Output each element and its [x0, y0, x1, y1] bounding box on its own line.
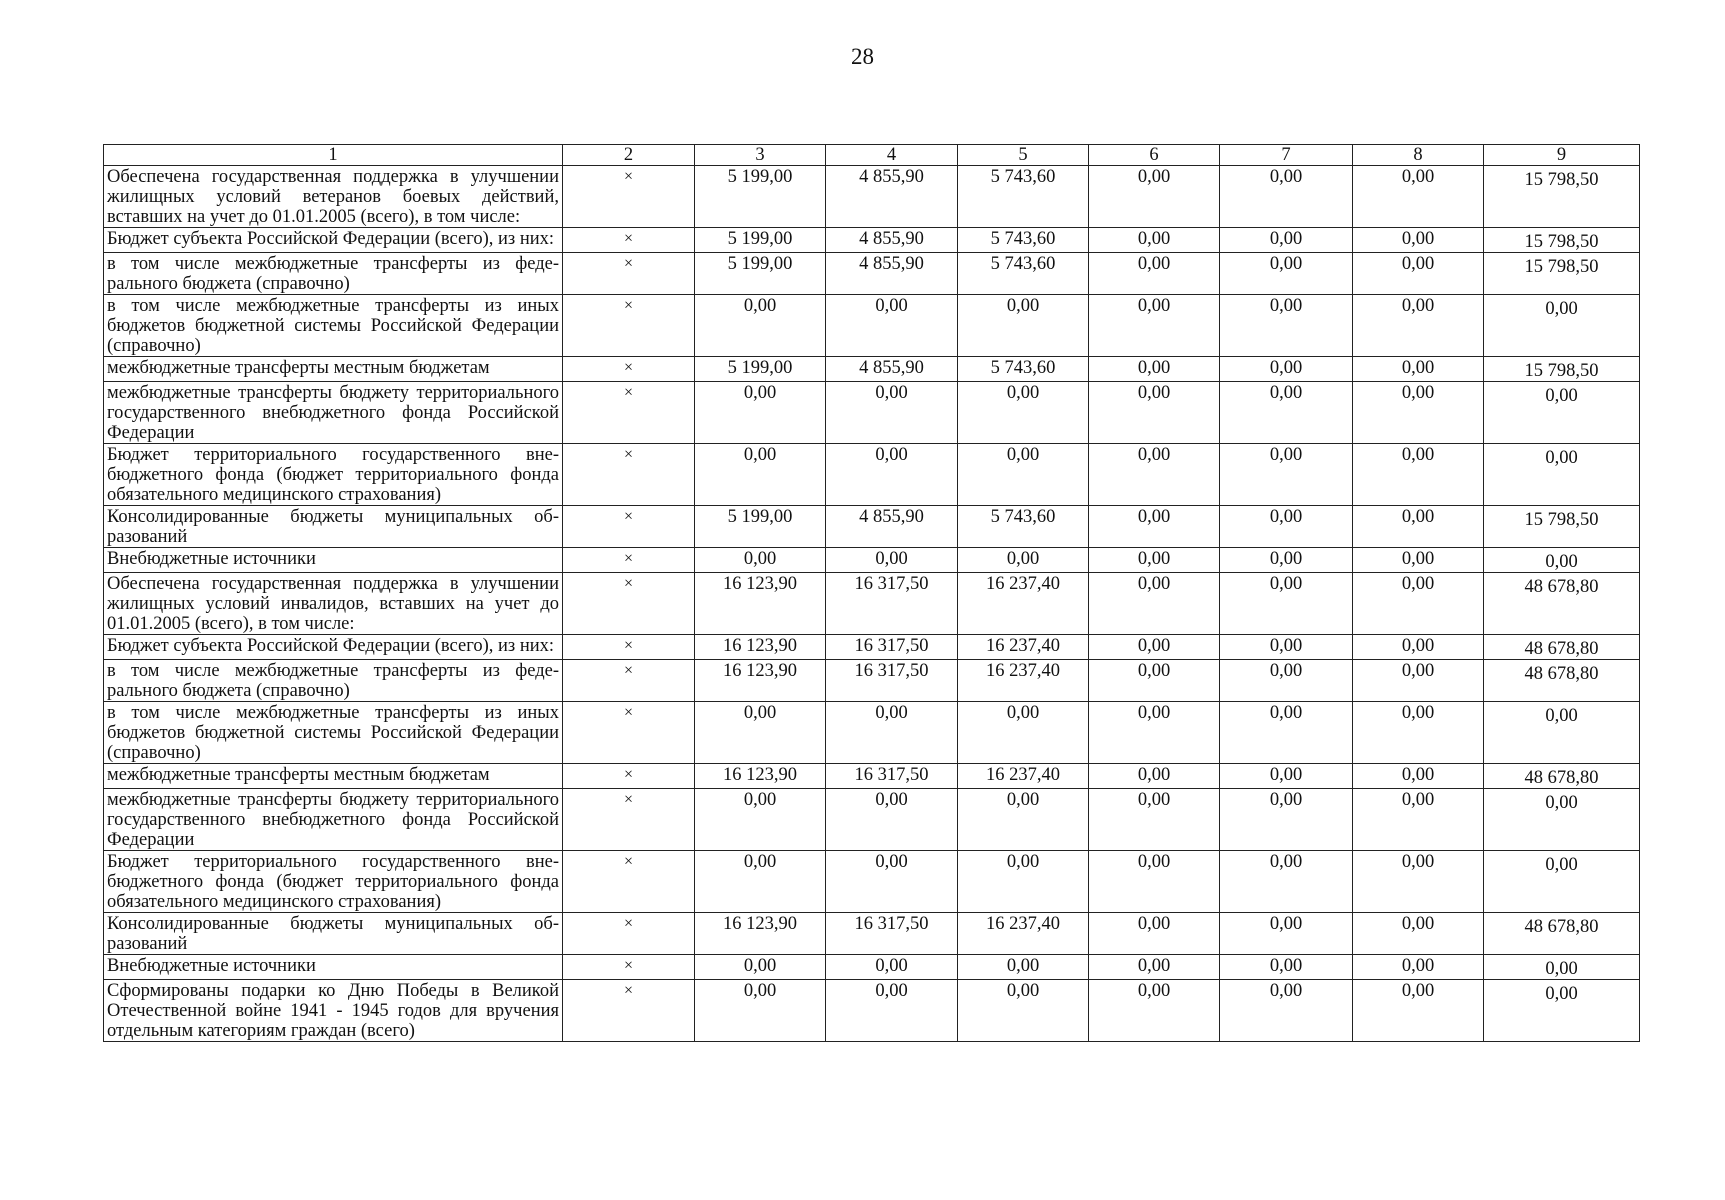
value-cell: 0,00 — [1220, 357, 1353, 382]
value-cell: 0,00 — [1089, 506, 1220, 548]
row-label: Бюджет территориального государственного внебюджетного фонда (бюджет территориального фонда обязательного медицинского страхования) — [104, 444, 563, 506]
total-value-cell: 0,00 — [1484, 444, 1640, 506]
value-cell: 0,00 — [826, 382, 958, 444]
value-cell: 0,00 — [1089, 764, 1220, 789]
value-cell: 0,00 — [1089, 573, 1220, 635]
value-cell: 0,00 — [1353, 506, 1484, 548]
value-cell: 0,00 — [1220, 444, 1353, 506]
value-cell: 5 743,60 — [958, 506, 1089, 548]
value-cell: 0,00 — [1353, 955, 1484, 980]
value-cell: 0,00 — [1353, 253, 1484, 295]
value-cell: 0,00 — [1353, 357, 1484, 382]
column-header: 7 — [1220, 145, 1353, 166]
row-label: межбюджетные трансферты бюджету территориального государственного внебюджетного фонда Российской Федерации — [104, 382, 563, 444]
cross-mark: × — [563, 548, 695, 573]
value-cell: 16 123,90 — [695, 573, 826, 635]
value-cell: 16 237,40 — [958, 660, 1089, 702]
table-row — [104, 980, 1640, 1042]
total-value-cell: 0,00 — [1484, 382, 1640, 444]
table-row — [104, 913, 1640, 955]
row-label: межбюджетные трансферты местным бюджетам — [104, 764, 563, 789]
value-cell: 5 743,60 — [958, 253, 1089, 295]
row-label: Бюджет субъекта Российской Федерации (всего), из них: — [104, 635, 563, 660]
row-label: Сформированы подарки ко Дню Победы в Великой Отечественной войне 1941 - 1945 годов для вручения отдельным категориям граждан (всего) — [104, 980, 563, 1042]
table-row — [104, 382, 1640, 444]
total-value-cell: 0,00 — [1484, 702, 1640, 764]
value-cell: 0,00 — [958, 955, 1089, 980]
page-number: 28 — [851, 44, 874, 69]
total-value-cell: 48 678,80 — [1484, 764, 1640, 789]
cross-mark: × — [563, 166, 695, 228]
value-cell: 0,00 — [826, 702, 958, 764]
total-value-cell: 48 678,80 — [1484, 660, 1640, 702]
cross-mark: × — [563, 980, 695, 1042]
value-cell: 0,00 — [1220, 980, 1353, 1042]
row-label: Обеспечена государственная поддержка в улучшении жилищных условий инвалидов, вставших на учет до 01.01.2005 (всего), в том числе: — [104, 573, 563, 635]
row-label: Консолидированные бюджеты муниципальных образований — [104, 506, 563, 548]
value-cell: 0,00 — [1220, 228, 1353, 253]
row-label: Бюджет субъекта Российской Федерации (всего), из них: — [104, 228, 563, 253]
value-cell: 0,00 — [1220, 295, 1353, 357]
value-cell: 5 743,60 — [958, 166, 1089, 228]
cross-mark: × — [563, 573, 695, 635]
value-cell: 16 123,90 — [695, 764, 826, 789]
row-label: Внебюджетные источники — [104, 548, 563, 573]
value-cell: 16 317,50 — [826, 635, 958, 660]
column-header: 9 — [1484, 145, 1640, 166]
value-cell: 16 237,40 — [958, 573, 1089, 635]
cross-mark: × — [563, 444, 695, 506]
value-cell: 0,00 — [1220, 913, 1353, 955]
row-label: в том числе межбюджетные трансферты из федерального бюджета (справочно) — [104, 660, 563, 702]
row-label: межбюджетные трансферты местным бюджетам — [104, 357, 563, 382]
value-cell: 0,00 — [1089, 851, 1220, 913]
row-label: межбюджетные трансферты бюджету территориального государственного внебюджетного фонда Российской Федерации — [104, 789, 563, 851]
cross-mark: × — [563, 295, 695, 357]
table-row — [104, 295, 1640, 357]
row-label: Обеспечена государственная поддержка в улучшении жилищных условий ветеранов боевых действий, вставших на учет до 01.01.2005 (всего), в том числе: — [104, 166, 563, 228]
value-cell: 0,00 — [958, 548, 1089, 573]
value-cell: 16 237,40 — [958, 635, 1089, 660]
cross-mark: × — [563, 955, 695, 980]
value-cell: 0,00 — [1089, 635, 1220, 660]
value-cell: 0,00 — [1353, 295, 1484, 357]
total-value-cell: 15 798,50 — [1484, 506, 1640, 548]
value-cell: 0,00 — [1353, 382, 1484, 444]
value-cell: 0,00 — [826, 980, 958, 1042]
column-header: 6 — [1089, 145, 1220, 166]
value-cell: 5 199,00 — [695, 253, 826, 295]
cross-mark: × — [563, 789, 695, 851]
value-cell: 0,00 — [1220, 789, 1353, 851]
value-cell: 16 317,50 — [826, 660, 958, 702]
value-cell: 0,00 — [695, 382, 826, 444]
value-cell: 4 855,90 — [826, 357, 958, 382]
value-cell: 16 237,40 — [958, 764, 1089, 789]
value-cell: 16 317,50 — [826, 913, 958, 955]
header-row — [104, 145, 1640, 166]
column-header: 5 — [958, 145, 1089, 166]
value-cell: 0,00 — [1089, 660, 1220, 702]
value-cell: 0,00 — [958, 851, 1089, 913]
value-cell: 0,00 — [1089, 702, 1220, 764]
column-header: 3 — [695, 145, 826, 166]
column-header: 4 — [826, 145, 958, 166]
value-cell: 0,00 — [1089, 955, 1220, 980]
value-cell: 0,00 — [826, 444, 958, 506]
value-cell: 0,00 — [1353, 851, 1484, 913]
value-cell: 0,00 — [1220, 166, 1353, 228]
cross-mark: × — [563, 506, 695, 548]
value-cell: 0,00 — [1089, 548, 1220, 573]
cross-mark: × — [563, 357, 695, 382]
value-cell: 0,00 — [1089, 382, 1220, 444]
value-cell: 4 855,90 — [826, 253, 958, 295]
value-cell: 0,00 — [1220, 851, 1353, 913]
value-cell: 0,00 — [1353, 573, 1484, 635]
table-row — [104, 573, 1640, 635]
cross-mark: × — [563, 382, 695, 444]
value-cell: 0,00 — [1089, 253, 1220, 295]
table-row — [104, 357, 1640, 382]
total-value-cell: 15 798,50 — [1484, 253, 1640, 295]
cross-mark: × — [563, 660, 695, 702]
value-cell: 0,00 — [1220, 702, 1353, 764]
cross-mark: × — [563, 702, 695, 764]
total-value-cell: 15 798,50 — [1484, 357, 1640, 382]
value-cell: 0,00 — [1353, 660, 1484, 702]
value-cell: 5 743,60 — [958, 357, 1089, 382]
value-cell: 0,00 — [1220, 955, 1353, 980]
value-cell: 0,00 — [1089, 357, 1220, 382]
value-cell: 0,00 — [826, 851, 958, 913]
value-cell: 0,00 — [958, 295, 1089, 357]
value-cell: 0,00 — [1353, 789, 1484, 851]
table-row — [104, 444, 1640, 506]
total-value-cell: 0,00 — [1484, 295, 1640, 357]
total-value-cell: 0,00 — [1484, 851, 1640, 913]
value-cell: 0,00 — [1353, 702, 1484, 764]
value-cell: 16 317,50 — [826, 573, 958, 635]
value-cell: 5 199,00 — [695, 228, 826, 253]
value-cell: 0,00 — [1353, 764, 1484, 789]
row-label: Консолидированные бюджеты муниципальных образований — [104, 913, 563, 955]
value-cell: 5 199,00 — [695, 506, 826, 548]
column-header: 8 — [1353, 145, 1484, 166]
value-cell: 0,00 — [695, 851, 826, 913]
value-cell: 16 317,50 — [826, 764, 958, 789]
value-cell: 0,00 — [1089, 789, 1220, 851]
column-header: 2 — [563, 145, 695, 166]
budget-table — [103, 144, 1640, 1042]
table-row — [104, 702, 1640, 764]
value-cell: 5 199,00 — [695, 166, 826, 228]
row-label: в том числе межбюджетные трансферты из иных бюджетов бюджетной системы Российской Федерации (справочно) — [104, 295, 563, 357]
value-cell: 0,00 — [1353, 548, 1484, 573]
value-cell: 0,00 — [695, 980, 826, 1042]
value-cell: 0,00 — [958, 980, 1089, 1042]
value-cell: 0,00 — [826, 295, 958, 357]
row-label: в том числе межбюджетные трансферты из иных бюджетов бюджетной системы Российской Федерации (справочно) — [104, 702, 563, 764]
value-cell: 0,00 — [1220, 548, 1353, 573]
value-cell: 0,00 — [1089, 166, 1220, 228]
cross-mark: × — [563, 764, 695, 789]
value-cell: 0,00 — [695, 444, 826, 506]
total-value-cell: 15 798,50 — [1484, 166, 1640, 228]
table-row — [104, 228, 1640, 253]
table-row — [104, 253, 1640, 295]
value-cell: 0,00 — [695, 955, 826, 980]
value-cell: 0,00 — [958, 702, 1089, 764]
value-cell: 0,00 — [826, 955, 958, 980]
value-cell: 0,00 — [958, 444, 1089, 506]
table-row — [104, 166, 1640, 228]
value-cell: 16 123,90 — [695, 913, 826, 955]
table-body — [104, 166, 1640, 1042]
cross-mark: × — [563, 851, 695, 913]
value-cell: 0,00 — [1220, 253, 1353, 295]
value-cell: 0,00 — [1353, 913, 1484, 955]
value-cell: 0,00 — [1353, 635, 1484, 660]
value-cell: 0,00 — [1220, 382, 1353, 444]
total-value-cell: 0,00 — [1484, 789, 1640, 851]
value-cell: 4 855,90 — [826, 228, 958, 253]
total-value-cell: 0,00 — [1484, 955, 1640, 980]
value-cell: 0,00 — [1220, 635, 1353, 660]
value-cell: 0,00 — [1353, 444, 1484, 506]
total-value-cell: 15 798,50 — [1484, 228, 1640, 253]
value-cell: 0,00 — [695, 789, 826, 851]
table-row — [104, 764, 1640, 789]
value-cell: 0,00 — [1089, 444, 1220, 506]
value-cell: 0,00 — [1353, 228, 1484, 253]
value-cell: 5 199,00 — [695, 357, 826, 382]
total-value-cell: 48 678,80 — [1484, 573, 1640, 635]
value-cell: 0,00 — [1089, 913, 1220, 955]
value-cell: 16 237,40 — [958, 913, 1089, 955]
total-value-cell: 48 678,80 — [1484, 913, 1640, 955]
row-label: Внебюджетные источники — [104, 955, 563, 980]
value-cell: 0,00 — [1089, 295, 1220, 357]
value-cell: 16 123,90 — [695, 660, 826, 702]
value-cell: 0,00 — [1353, 166, 1484, 228]
row-label: Бюджет территориального государственного внебюджетного фонда (бюджет территориального фонда обязательного медицинского страхования) — [104, 851, 563, 913]
value-cell: 16 123,90 — [695, 635, 826, 660]
value-cell: 0,00 — [958, 789, 1089, 851]
value-cell: 0,00 — [1220, 660, 1353, 702]
value-cell: 0,00 — [958, 382, 1089, 444]
value-cell: 0,00 — [695, 702, 826, 764]
total-value-cell: 0,00 — [1484, 548, 1640, 573]
value-cell: 0,00 — [695, 295, 826, 357]
cross-mark: × — [563, 228, 695, 253]
table-row — [104, 789, 1640, 851]
total-value-cell: 0,00 — [1484, 980, 1640, 1042]
total-value-cell: 48 678,80 — [1484, 635, 1640, 660]
table-row — [104, 851, 1640, 913]
value-cell: 0,00 — [1220, 573, 1353, 635]
value-cell: 0,00 — [1089, 228, 1220, 253]
value-cell: 5 743,60 — [958, 228, 1089, 253]
cross-mark: × — [563, 253, 695, 295]
table-row — [104, 955, 1640, 980]
value-cell: 0,00 — [826, 789, 958, 851]
table-row — [104, 506, 1640, 548]
value-cell: 0,00 — [1220, 764, 1353, 789]
row-label: в том числе межбюджетные трансферты из федерального бюджета (справочно) — [104, 253, 563, 295]
value-cell: 0,00 — [695, 548, 826, 573]
cross-mark: × — [563, 635, 695, 660]
cross-mark: × — [563, 913, 695, 955]
value-cell: 0,00 — [1089, 980, 1220, 1042]
value-cell: 4 855,90 — [826, 166, 958, 228]
value-cell: 4 855,90 — [826, 506, 958, 548]
table-row — [104, 660, 1640, 702]
value-cell: 0,00 — [826, 548, 958, 573]
value-cell: 0,00 — [1353, 980, 1484, 1042]
value-cell: 0,00 — [1220, 506, 1353, 548]
table-row — [104, 635, 1640, 660]
table-row — [104, 548, 1640, 573]
column-header: 1 — [104, 145, 563, 166]
